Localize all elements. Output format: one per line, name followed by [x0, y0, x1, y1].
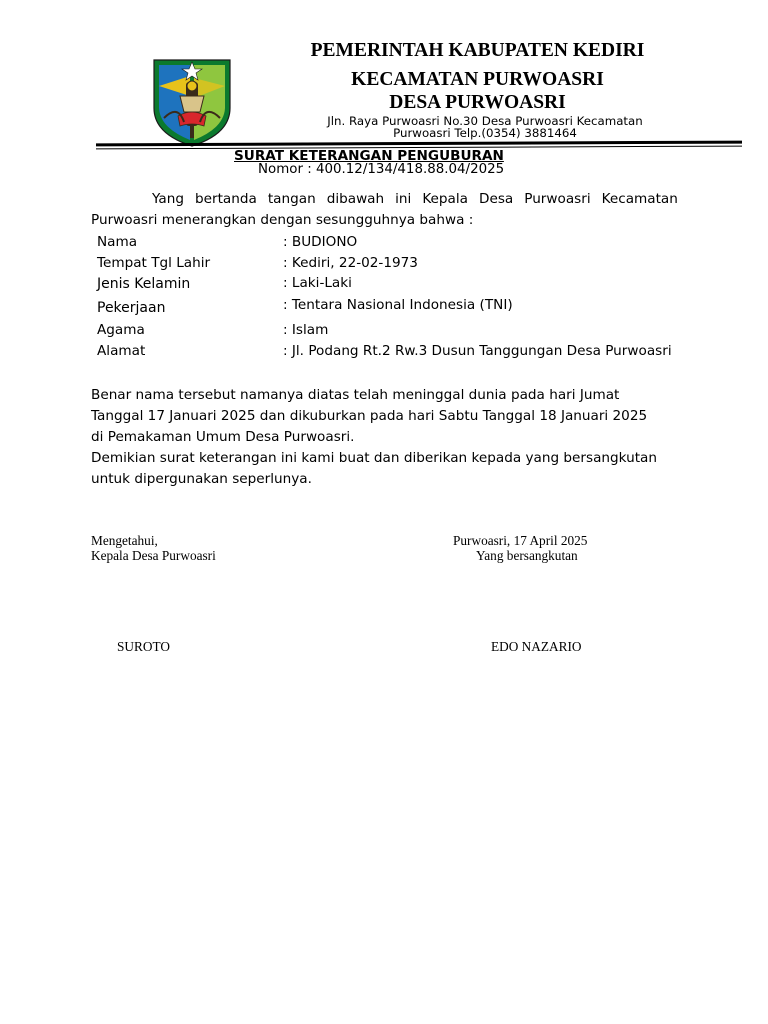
header-line-regency: PEMERINTAH KABUPATEN KEDIRI: [310, 40, 645, 61]
field-label-ttl: Tempat Tgl Lahir: [97, 255, 211, 271]
signature-right-place-date: Purwoasri, 17 April 2025: [453, 533, 588, 548]
document-number: Nomor : 400.12/134/418.88.04/2025: [258, 162, 505, 177]
signature-left-heading: Mengetahui,: [91, 533, 158, 548]
signature-left-position: Kepala Desa Purwoasri: [91, 548, 216, 563]
intro-word: tangan: [267, 191, 316, 207]
signature-right-position: Yang bersangkutan: [476, 548, 578, 563]
signature-left-name: SUROTO: [117, 639, 170, 654]
header-phone: Purwoasri Telp.(0354) 3881464: [393, 126, 577, 140]
statement-line: Tanggal 17 Januari 2025 dan dikuburkan pada hari Sabtu Tanggal 18 Januari 2025: [91, 408, 648, 424]
statement-line: untuk dipergunakan seperlunya.: [91, 471, 312, 487]
intro-line-1: [152, 191, 678, 207]
statement-line: di Pemakaman Umum Desa Purwoasri.: [91, 429, 355, 445]
document-title: SURAT KETERANGAN PENGUBURAN: [234, 148, 504, 164]
kediri-regency-emblem-icon: [150, 56, 234, 148]
field-value-jenis-kelamin: : Laki-Laki: [283, 275, 352, 291]
intro-word: ini: [395, 191, 412, 207]
statement-line: Benar nama tersebut namanya diatas telah meninggal dunia pada hari Jumat: [91, 387, 620, 403]
intro-line-2: Purwoasri menerangkan dengan sesungguhnya bahwa :: [91, 212, 474, 228]
field-label-pekerjaan: Pekerjaan: [97, 300, 166, 316]
intro-word: Kecamatan: [601, 191, 678, 207]
intro-word: Yang: [152, 191, 185, 207]
field-label-alamat: Alamat: [97, 343, 146, 359]
field-label-jenis-kelamin: Jenis Kelamin: [97, 276, 191, 292]
field-label-nama: Nama: [97, 234, 138, 250]
intro-word: dibawah: [326, 191, 385, 207]
header-line-district: KECAMATAN PURWOASRI: [351, 69, 604, 90]
header-line-village: DESA PURWOASRI: [389, 92, 566, 113]
signature-right-name: EDO NAZARIO: [491, 639, 582, 654]
header-address: Jln. Raya Purwoasri No.30 Desa Purwoasri Kecamatan: [327, 114, 643, 128]
intro-word: Purwoasri: [524, 191, 591, 207]
field-value-nama: : BUDIONO: [283, 234, 358, 250]
intro-word: Kepala: [422, 191, 468, 207]
field-value-alamat: : Jl. Podang Rt.2 Rw.3 Dusun Tanggungan Desa Purwoasri: [283, 343, 672, 359]
statement-line: Demikian surat keterangan ini kami buat dan diberikan kepada yang bersangkutan: [91, 450, 657, 466]
field-value-pekerjaan: : Tentara Nasional Indonesia (TNI): [283, 297, 513, 313]
field-value-ttl: : Kediri, 22-02-1973: [283, 255, 418, 271]
intro-word: Desa: [478, 191, 514, 207]
field-label-agama: Agama: [97, 322, 145, 338]
intro-word: bertanda: [195, 191, 257, 207]
field-value-agama: : Islam: [283, 322, 329, 338]
